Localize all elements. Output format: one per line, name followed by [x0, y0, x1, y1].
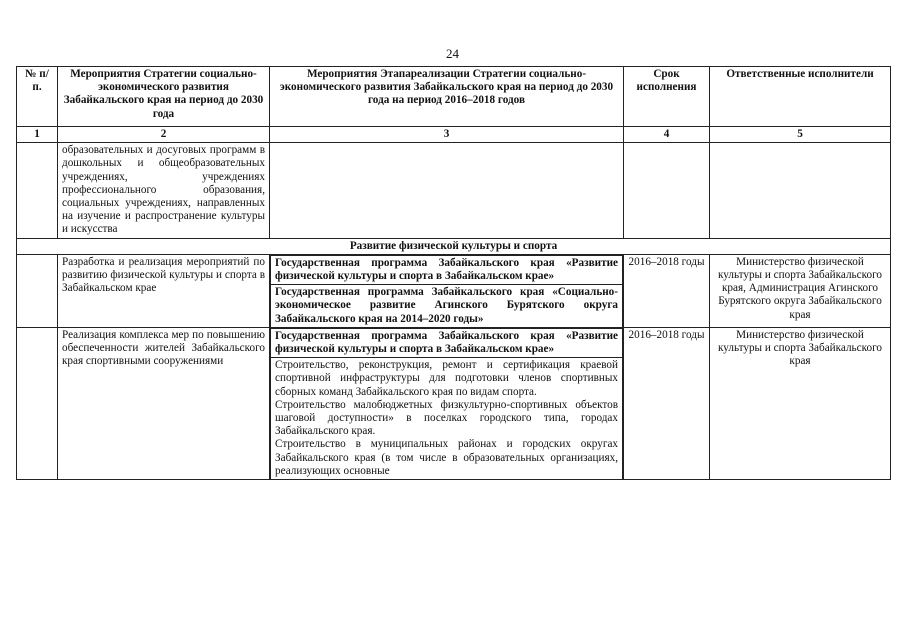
- column-number: 2: [58, 127, 270, 143]
- strategy-cell: Реализация комплекса мер по повышению обеспеченности жителей Забайкальского края спортивными сооружениями: [58, 327, 270, 479]
- term-cell: 2016–2018 годы: [624, 254, 710, 327]
- table-row: [17, 143, 891, 238]
- program-details: [271, 358, 623, 479]
- column-number-row: [17, 127, 891, 143]
- header-responsible: Ответственные исполнители: [710, 67, 891, 127]
- details-paragraph: Строительство в муниципальных районах и городских округах Забайкальского края (в том числе в образовательных организациях, реализующих основные: [275, 438, 618, 477]
- header-stage: Мероприятия Этапареализации Стратегии социально-экономического развития Забайкальского края на период до 2030 года на период 2016–2018 годов: [270, 67, 624, 127]
- responsible-cell: Министерство физической культуры и спорта Забайкальского края, Администрация Агинского Бурятского округа Забайкальского края: [710, 254, 891, 327]
- header-num: № п/п.: [17, 67, 58, 127]
- strategy-cell: образовательных и досуговых программ в дошкольных и общеобразовательных учреждениях, учреждениях профессионального образования, социальных учреждениях, направленных на изучение и распространение культуры и искусства: [58, 143, 270, 238]
- details-paragraph: Строительство, реконструкция, ремонт и сертификация краевой спортивной инфраструктуры для подготовки членов спортивных сборных команд Забайкальского края по видам спорта.: [275, 359, 618, 398]
- table-row: [17, 254, 891, 327]
- column-number: 1: [17, 127, 58, 143]
- table-row: [17, 327, 891, 479]
- program-name: Государственная программа Забайкальского края «Развитие физической культуры и спорта в Забайкальском крае»: [271, 255, 623, 284]
- strategy-cell: Разработка и реализация мероприятий по развитию физической культуры и спорта в Забайкальском крае: [58, 254, 270, 327]
- stage-cell: [270, 254, 624, 327]
- header-strategy: Мероприятия Стратегии социально-экономического развития Забайкальского края на период до 2030 года: [58, 67, 270, 127]
- header-term: Срок исполнения: [624, 67, 710, 127]
- column-number: 3: [270, 127, 624, 143]
- section-row: [17, 238, 891, 254]
- strategy-table: [16, 66, 891, 480]
- section-title: Развитие физической культуры и спорта: [17, 238, 891, 254]
- page-number: 24: [446, 46, 459, 61]
- details-paragraph: Строительство малобюджетных физкультурно-спортивных объектов шаговой доступности» в поселках городского типа, городах Забайкальского края.: [275, 398, 618, 438]
- stage-cell: [270, 327, 624, 479]
- term-cell: 2016–2018 годы: [624, 327, 710, 479]
- column-number: 4: [624, 127, 710, 143]
- column-number: 5: [710, 127, 891, 143]
- table-header-row: [17, 67, 891, 127]
- program-name: Государственная программа Забайкальского края «Социально-экономическое развитие Агинского Бурятского округа Забайкальского края на 2014–2020 годы»: [271, 285, 623, 327]
- program-name: Государственная программа Забайкальского края «Развитие физической культуры и спорта в Забайкальском крае»: [271, 328, 623, 357]
- responsible-cell: Министерство физической культуры и спорта Забайкальского края: [710, 327, 891, 479]
